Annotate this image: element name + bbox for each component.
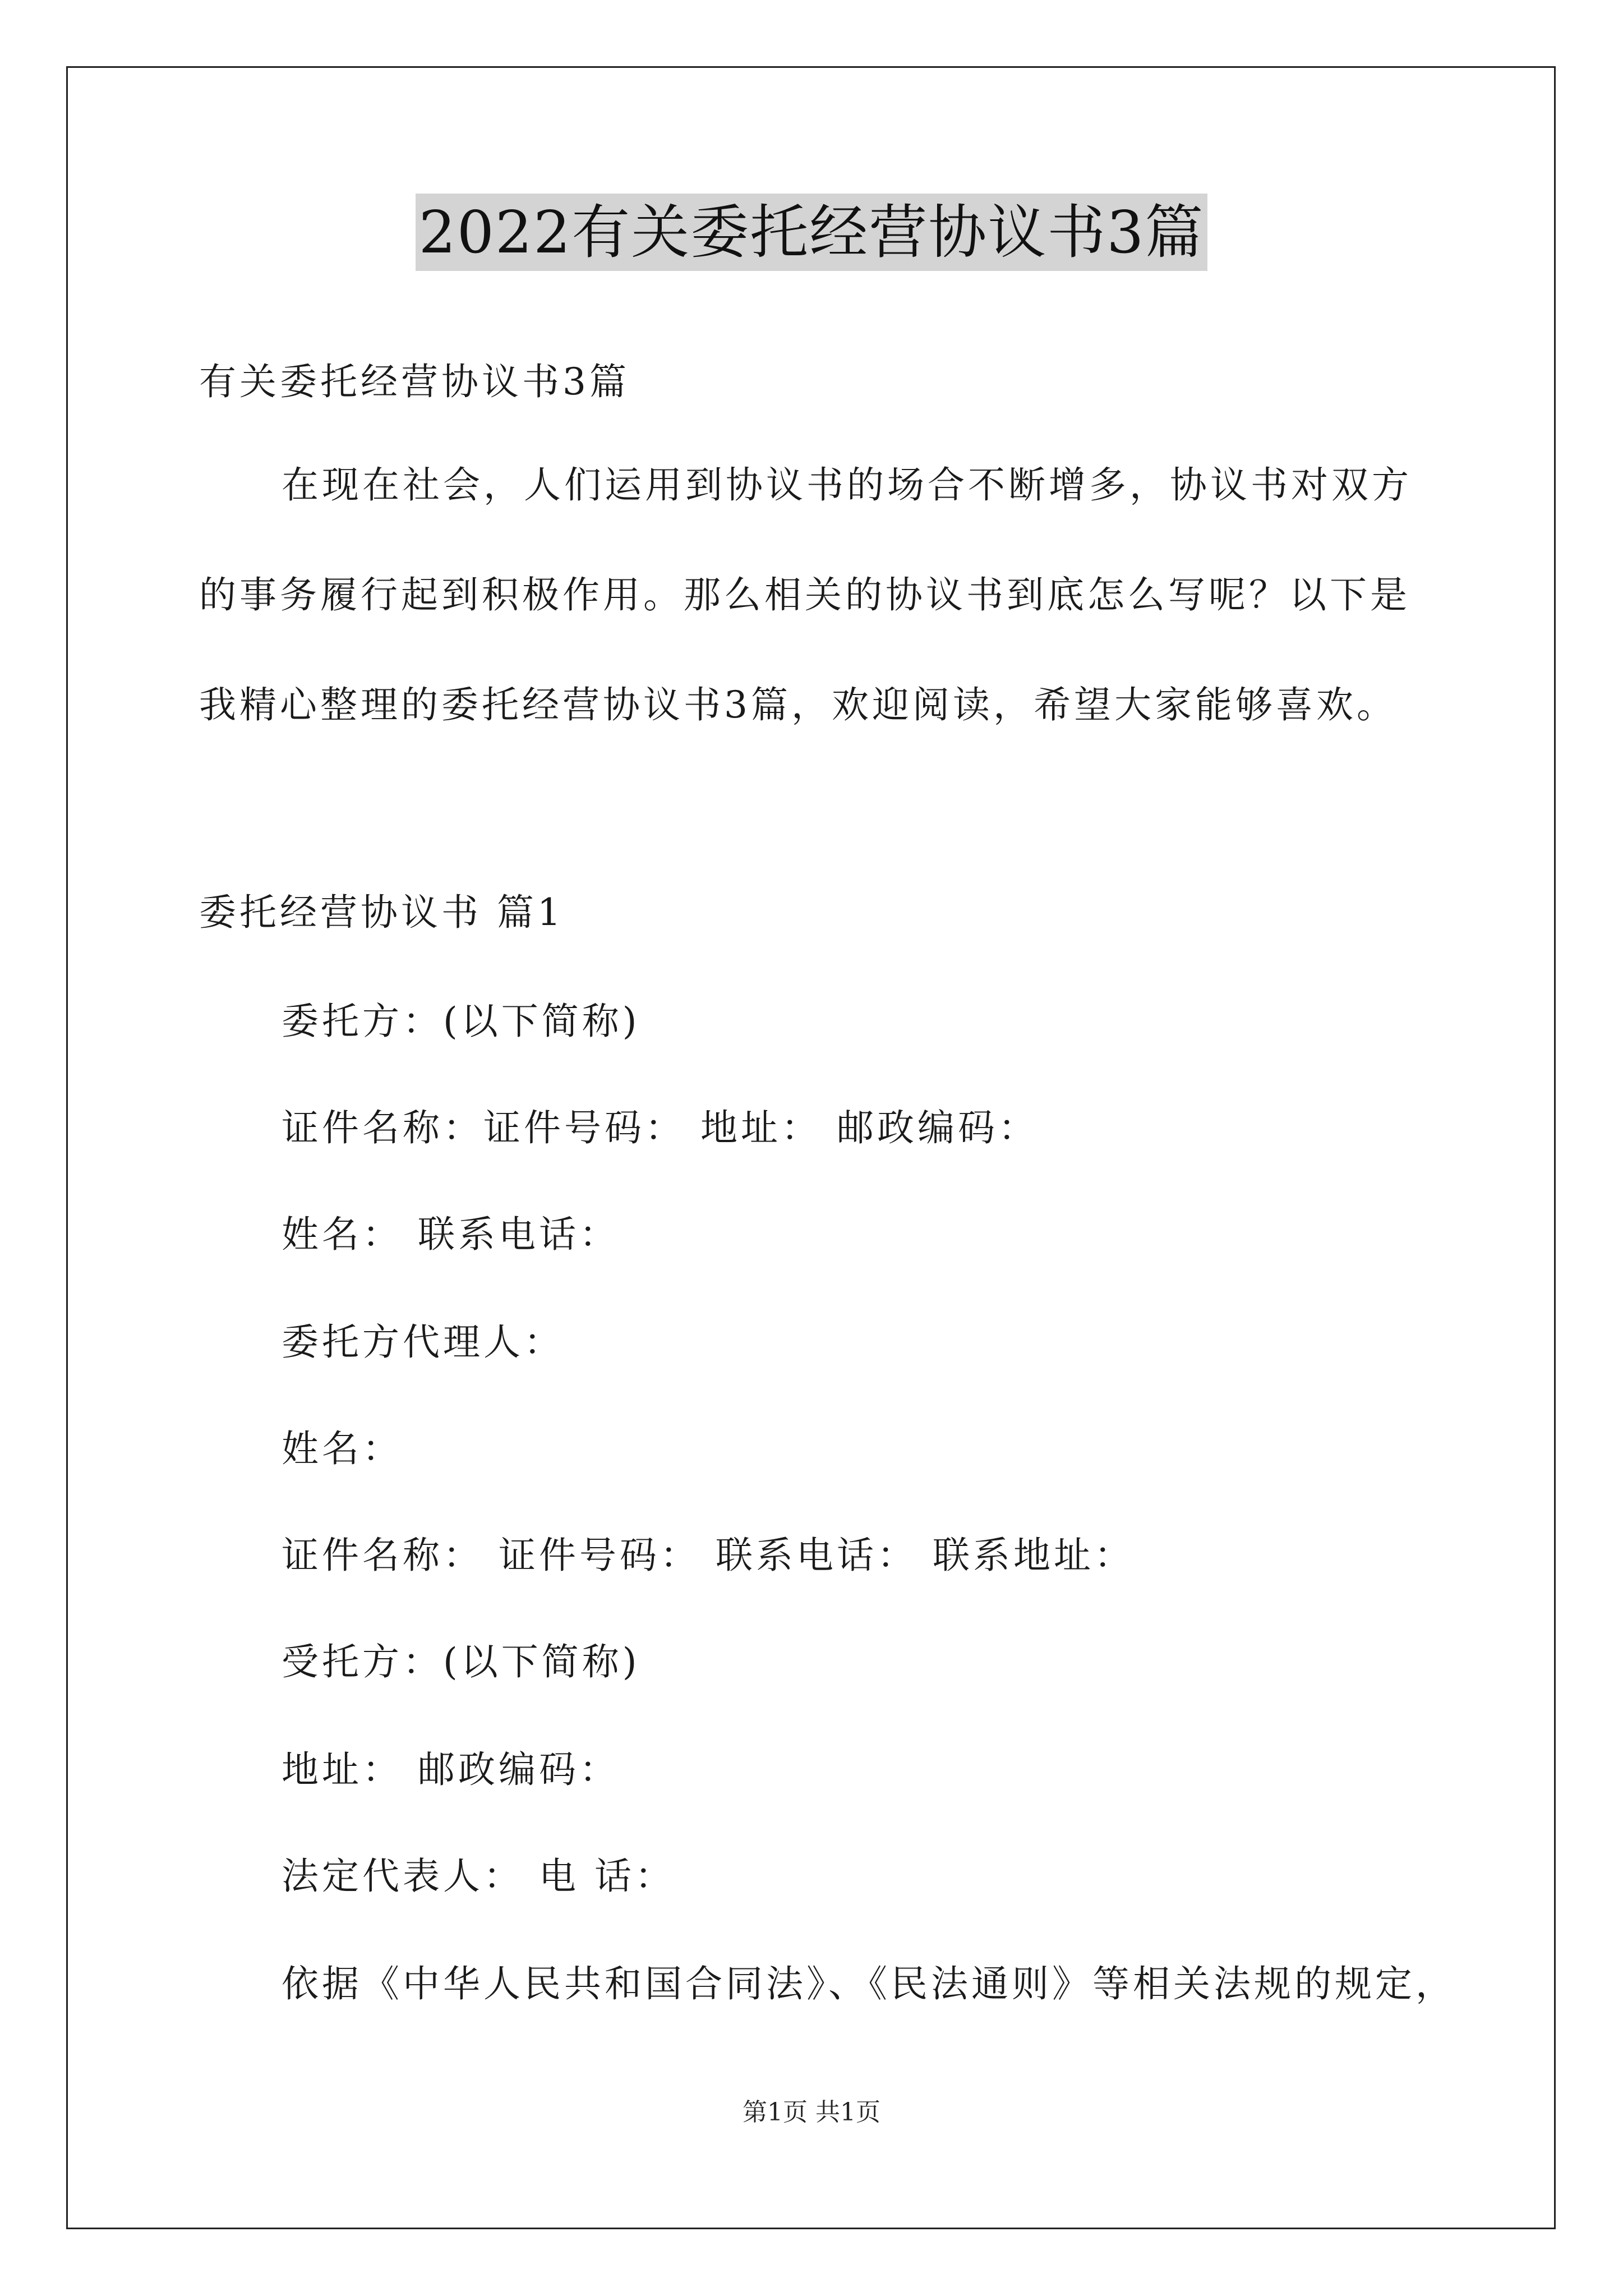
document-subtitle: 有关委托经营协议书3篇 (199, 360, 630, 403)
document-title: 2022有关委托经营协议书3篇 (416, 194, 1208, 271)
clause-line: 委托方代理人： (282, 1320, 564, 1364)
clause-line: 姓名： 联系电话： (282, 1213, 620, 1256)
clause-line: 证件名称：证件号码： 地址： 邮政编码： (282, 1106, 1039, 1149)
intro-line: 的事务履行起到积极作用。那么相关的协议书到底怎么写呢？以下是 (199, 573, 1410, 616)
page-footer: 第1页 共1页 (743, 2098, 880, 2127)
clause-line: 委托方：(以下简称) (282, 1000, 640, 1043)
section-heading: 委托经营协议书 篇1 (199, 891, 564, 934)
clause-line: 法定代表人： 电 话： (282, 1855, 675, 1898)
title-container (0, 194, 1623, 271)
clause-line: 依据《中华人民共和国合同法》、《民法通则》等相关法规的规定， (282, 1962, 1456, 2005)
clause-line: 地址： 邮政编码： (282, 1748, 620, 1791)
clause-line: 证件名称： 证件号码： 联系电话： 联系地址： (282, 1534, 1135, 1577)
intro-line: 在现在社会，人们运用到协议书的场合不断增多，协议书对双方 (282, 463, 1412, 507)
clause-line: 姓名： (282, 1427, 403, 1470)
clause-line: 受托方：(以下简称) (282, 1640, 640, 1683)
intro-line: 我精心整理的委托经营协议书3篇，欢迎阅读，希望大家能够喜欢。 (199, 683, 1397, 726)
